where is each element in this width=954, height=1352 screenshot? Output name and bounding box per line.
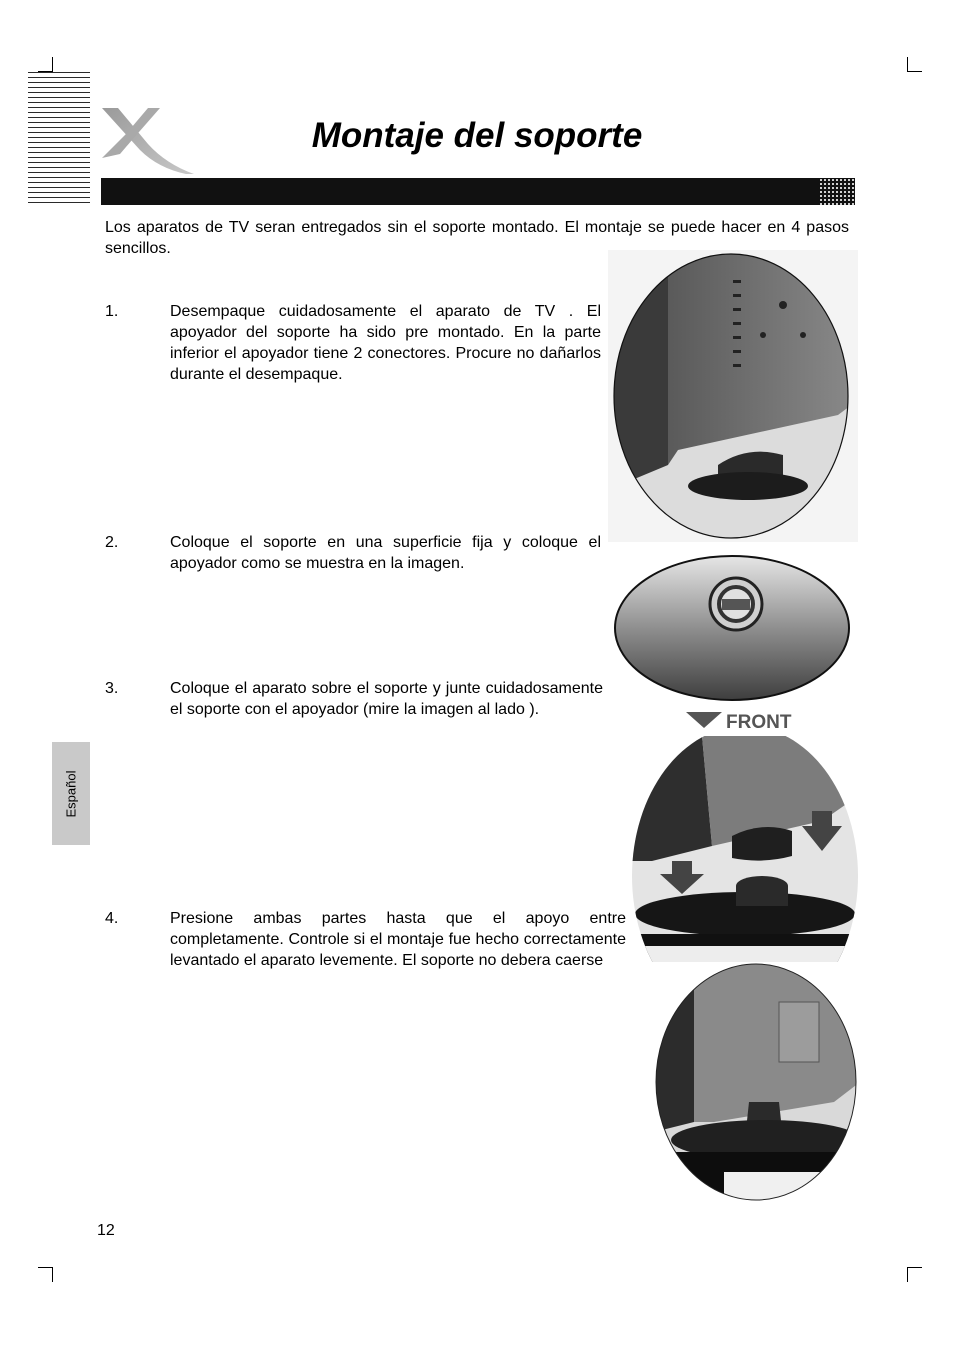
assembled-stand-image [654, 962, 860, 1204]
step-number: 4. [105, 910, 119, 927]
title-bar [101, 178, 855, 205]
crop-mark-top-left [38, 57, 53, 72]
step-number: 2. [105, 534, 119, 551]
step-text: Coloque el soporte en una superficie fija y coloque el apoyador como se muestra en la imagen. [170, 534, 601, 572]
step-number: 1. [105, 303, 119, 320]
step-text: Desempaque cuidadosamente el aparato de TV . El apoyador del soporte ha sido pre montado. En la parte inferior el apoyador tiene 2 conectores. Procure no dañarlos durante el desempaque. [170, 303, 601, 383]
tv-unpacked-image [608, 250, 858, 542]
stand-base-image [608, 552, 856, 738]
language-tab [52, 742, 90, 845]
front-label: FRONT [726, 712, 792, 733]
step-text: Presione ambas partes hasta que el apoyo entre completamente. Controle si el montaje fue hecho correctamente levantado el aparato levemente. El soporte no debera caerse [170, 910, 626, 969]
page-number: 12 [97, 1222, 115, 1239]
header-stripes [28, 72, 90, 204]
page-title: Montaje del soporte [311, 116, 643, 155]
step-number: 3. [105, 680, 119, 697]
language-tab-label: Español [63, 770, 79, 817]
crop-mark-top-right [907, 57, 922, 72]
crop-mark-bottom-left [38, 1267, 53, 1282]
title-bar-dots [819, 178, 855, 205]
join-stand-image [632, 736, 858, 962]
intro-paragraph: Los aparatos de TV seran entregados sin el soporte montado. El montaje se puede hacer en 4 pasos sencillos. [105, 219, 849, 257]
step-text: Coloque el aparato sobre el soporte y junte cuidadosamente el soporte con el apoyador (mire la imagen al lado ). [170, 680, 603, 718]
crop-mark-bottom-right [907, 1267, 922, 1282]
